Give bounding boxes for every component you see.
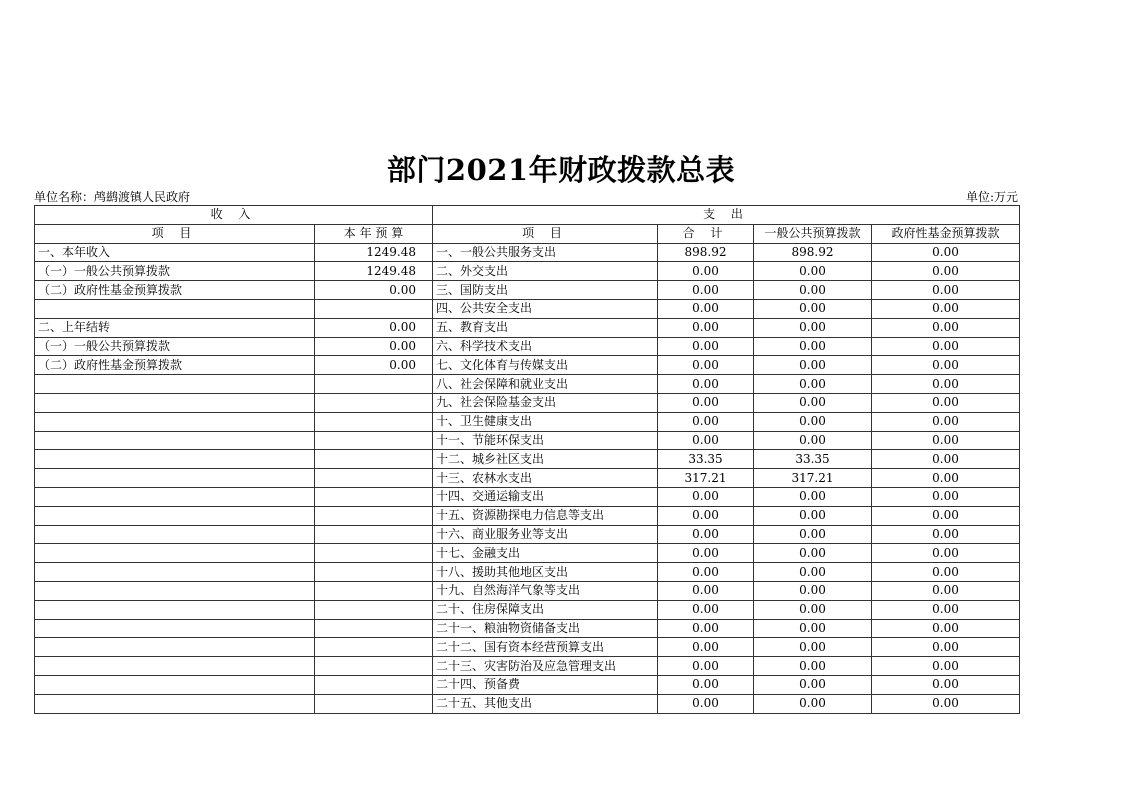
total-cell: 0.00	[658, 544, 754, 563]
general-budget-cell: 0.00	[754, 525, 872, 544]
fund-budget-cell: 0.00	[872, 393, 1020, 412]
fund-budget-cell: 0.00	[872, 600, 1020, 619]
income-budget-cell	[315, 375, 433, 394]
fund-budget-cell: 0.00	[872, 431, 1020, 450]
income-item-cell: （二）政府性基金预算拨款	[35, 356, 315, 375]
total-cell: 0.00	[658, 675, 754, 694]
table-row	[35, 506, 1020, 525]
total-cell: 317.21	[658, 469, 754, 488]
income-budget-cell	[315, 299, 433, 318]
general-budget-cell: 0.00	[754, 262, 872, 281]
table-row	[35, 299, 1020, 318]
total-cell: 0.00	[658, 487, 754, 506]
expense-item-cell: 二十二、国有资本经营预算支出	[433, 638, 658, 657]
fund-budget-cell: 0.00	[872, 375, 1020, 394]
expense-item-cell: 二十一、粮油物资储备支出	[433, 619, 658, 638]
income-item-cell	[35, 619, 315, 638]
income-item-cell	[35, 657, 315, 676]
fund-budget-cell: 0.00	[872, 675, 1020, 694]
fund-budget-header: 政府性基金预算拨款	[872, 224, 1020, 243]
expense-item-cell: 十一、节能环保支出	[433, 431, 658, 450]
income-budget-cell	[315, 657, 433, 676]
income-item-cell: （一）一般公共预算拨款	[35, 337, 315, 356]
table-row	[35, 318, 1020, 337]
fund-budget-cell: 0.00	[872, 525, 1020, 544]
expense-item-cell: 七、文化体育与传媒支出	[433, 356, 658, 375]
total-cell: 0.00	[658, 619, 754, 638]
table-row	[35, 657, 1020, 676]
expense-item-cell: 十四、交通运输支出	[433, 487, 658, 506]
expense-item-cell: 二十五、其他支出	[433, 694, 658, 713]
general-budget-cell: 0.00	[754, 619, 872, 638]
general-budget-cell: 0.00	[754, 544, 872, 563]
income-budget-cell: 0.00	[315, 318, 433, 337]
table-row	[35, 243, 1020, 262]
income-budget-cell	[315, 675, 433, 694]
general-budget-cell: 0.00	[754, 281, 872, 300]
general-budget-cell: 0.00	[754, 675, 872, 694]
total-cell: 0.00	[658, 262, 754, 281]
fund-budget-cell: 0.00	[872, 619, 1020, 638]
table-row	[35, 356, 1020, 375]
fund-budget-cell: 0.00	[872, 299, 1020, 318]
income-budget-cell	[315, 544, 433, 563]
general-budget-cell: 0.00	[754, 487, 872, 506]
expense-header: 支 出	[433, 206, 1020, 225]
expense-item-cell: 二十四、预备费	[433, 675, 658, 694]
total-cell: 0.00	[658, 299, 754, 318]
income-budget-cell	[315, 431, 433, 450]
income-item-cell	[35, 393, 315, 412]
general-budget-cell: 0.00	[754, 600, 872, 619]
total-cell: 33.35	[658, 450, 754, 469]
fund-budget-cell: 0.00	[872, 544, 1020, 563]
total-cell: 0.00	[658, 563, 754, 582]
table-row	[35, 450, 1020, 469]
expense-item-cell: 十九、自然海洋气象等支出	[433, 581, 658, 600]
expense-item-cell: 三、国防支出	[433, 281, 658, 300]
header-row-columns	[35, 224, 1020, 243]
total-cell: 0.00	[658, 337, 754, 356]
fund-budget-cell: 0.00	[872, 356, 1020, 375]
general-budget-cell: 0.00	[754, 318, 872, 337]
currency-unit-label: 单位:万元	[965, 190, 1018, 204]
total-cell: 0.00	[658, 694, 754, 713]
fund-budget-cell: 0.00	[872, 581, 1020, 600]
table-row	[35, 675, 1020, 694]
general-budget-cell: 0.00	[754, 337, 872, 356]
fund-budget-cell: 0.00	[872, 337, 1020, 356]
income-item-cell	[35, 299, 315, 318]
fund-budget-cell: 0.00	[872, 262, 1020, 281]
fund-budget-cell: 0.00	[872, 281, 1020, 300]
total-cell: 0.00	[658, 393, 754, 412]
income-item-cell	[35, 694, 315, 713]
table-row	[35, 544, 1020, 563]
income-budget-cell: 1249.48	[315, 243, 433, 262]
income-item-cell	[35, 487, 315, 506]
total-cell: 0.00	[658, 431, 754, 450]
expense-item-cell: 一、一般公共服务支出	[433, 243, 658, 262]
total-cell: 0.00	[658, 581, 754, 600]
total-cell: 0.00	[658, 375, 754, 394]
total-cell: 898.92	[658, 243, 754, 262]
fund-budget-cell: 0.00	[872, 563, 1020, 582]
income-budget-cell	[315, 619, 433, 638]
expense-item-cell: 六、科学技术支出	[433, 337, 658, 356]
budget-header: 本 年 预 算	[315, 224, 433, 243]
general-budget-cell: 0.00	[754, 694, 872, 713]
income-header: 收 入	[35, 206, 433, 225]
income-budget-cell: 0.00	[315, 281, 433, 300]
fund-budget-cell: 0.00	[872, 506, 1020, 525]
income-budget-cell	[315, 563, 433, 582]
general-budget-cell: 0.00	[754, 393, 872, 412]
expense-item-header: 项 目	[433, 224, 658, 243]
total-cell: 0.00	[658, 600, 754, 619]
expense-item-cell: 十八、援助其他地区支出	[433, 563, 658, 582]
expense-item-cell: 八、社会保障和就业支出	[433, 375, 658, 394]
expense-item-cell: 十五、资源勘探电力信息等支出	[433, 506, 658, 525]
income-budget-cell	[315, 393, 433, 412]
general-budget-header: 一般公共预算拨款	[754, 224, 872, 243]
fund-budget-cell: 0.00	[872, 450, 1020, 469]
general-budget-cell: 0.00	[754, 657, 872, 676]
income-budget-cell	[315, 487, 433, 506]
general-budget-cell: 0.00	[754, 356, 872, 375]
expense-item-cell: 十六、商业服务业等支出	[433, 525, 658, 544]
page-title: 部门2021年财政拨款总表	[386, 153, 736, 187]
expense-item-cell: 十七、金融支出	[433, 544, 658, 563]
income-budget-cell	[315, 525, 433, 544]
income-budget-cell	[315, 412, 433, 431]
expense-item-cell: 十二、城乡社区支出	[433, 450, 658, 469]
total-cell: 0.00	[658, 638, 754, 657]
table-row	[35, 694, 1020, 713]
income-budget-cell: 0.00	[315, 356, 433, 375]
income-item-cell	[35, 544, 315, 563]
total-header: 合 计	[658, 224, 754, 243]
expense-item-cell: 五、教育支出	[433, 318, 658, 337]
general-budget-cell: 33.35	[754, 450, 872, 469]
general-budget-cell: 0.00	[754, 581, 872, 600]
total-cell: 0.00	[658, 506, 754, 525]
income-budget-cell	[315, 450, 433, 469]
general-budget-cell: 0.00	[754, 299, 872, 318]
fund-budget-cell: 0.00	[872, 638, 1020, 657]
table-row	[35, 431, 1020, 450]
total-cell: 0.00	[658, 356, 754, 375]
general-budget-cell: 317.21	[754, 469, 872, 488]
fund-budget-cell: 0.00	[872, 318, 1020, 337]
general-budget-cell: 898.92	[754, 243, 872, 262]
general-budget-cell: 0.00	[754, 506, 872, 525]
income-item-cell	[35, 506, 315, 525]
table-row	[35, 581, 1020, 600]
expense-item-cell: 九、社会保险基金支出	[433, 393, 658, 412]
fund-budget-cell: 0.00	[872, 243, 1020, 262]
table-row	[35, 281, 1020, 300]
table-row	[35, 619, 1020, 638]
income-item-cell	[35, 563, 315, 582]
fund-budget-cell: 0.00	[872, 694, 1020, 713]
income-item-cell	[35, 431, 315, 450]
income-item-cell: （二）政府性基金预算拨款	[35, 281, 315, 300]
income-budget-cell	[315, 506, 433, 525]
appropriation-table	[34, 205, 1020, 714]
fund-budget-cell: 0.00	[872, 412, 1020, 431]
income-item-cell	[35, 375, 315, 394]
general-budget-cell: 0.00	[754, 431, 872, 450]
expense-item-cell: 二十三、灾害防治及应急管理支出	[433, 657, 658, 676]
income-budget-cell	[315, 638, 433, 657]
table-row	[35, 600, 1020, 619]
header-row-top	[35, 206, 1020, 225]
income-budget-cell	[315, 694, 433, 713]
table-row	[35, 412, 1020, 431]
total-cell: 0.00	[658, 281, 754, 300]
table-row	[35, 393, 1020, 412]
table-row	[35, 487, 1020, 506]
fund-budget-cell: 0.00	[872, 469, 1020, 488]
income-budget-cell: 0.00	[315, 337, 433, 356]
expense-item-cell: 十、卫生健康支出	[433, 412, 658, 431]
income-item-cell	[35, 675, 315, 694]
income-item-cell: （一）一般公共预算拨款	[35, 262, 315, 281]
expense-item-cell: 四、公共安全支出	[433, 299, 658, 318]
fund-budget-cell: 0.00	[872, 487, 1020, 506]
income-item-cell	[35, 600, 315, 619]
income-item-cell	[35, 638, 315, 657]
table-row	[35, 525, 1020, 544]
total-cell: 0.00	[658, 525, 754, 544]
income-budget-cell	[315, 581, 433, 600]
total-cell: 0.00	[658, 412, 754, 431]
income-item-cell	[35, 412, 315, 431]
table-row	[35, 375, 1020, 394]
table-row	[35, 262, 1020, 281]
general-budget-cell: 0.00	[754, 412, 872, 431]
expense-item-cell: 十三、农林水支出	[433, 469, 658, 488]
income-item-cell	[35, 469, 315, 488]
income-item-header: 项 目	[35, 224, 315, 243]
table-row	[35, 563, 1020, 582]
income-item-cell	[35, 525, 315, 544]
table-row	[35, 469, 1020, 488]
income-budget-cell	[315, 469, 433, 488]
table-row	[35, 337, 1020, 356]
general-budget-cell: 0.00	[754, 638, 872, 657]
general-budget-cell: 0.00	[754, 563, 872, 582]
general-budget-cell: 0.00	[754, 375, 872, 394]
income-item-cell: 二、上年结转	[35, 318, 315, 337]
total-cell: 0.00	[658, 318, 754, 337]
total-cell: 0.00	[658, 657, 754, 676]
income-item-cell: 一、本年收入	[35, 243, 315, 262]
expense-item-cell: 二十、住房保障支出	[433, 600, 658, 619]
expense-item-cell: 二、外交支出	[433, 262, 658, 281]
table-row	[35, 638, 1020, 657]
income-item-cell	[35, 450, 315, 469]
income-budget-cell: 1249.48	[315, 262, 433, 281]
income-item-cell	[35, 581, 315, 600]
unit-name-label: 单位名称：鸬鹚渡镇人民政府	[34, 190, 191, 204]
income-budget-cell	[315, 600, 433, 619]
fund-budget-cell: 0.00	[872, 657, 1020, 676]
